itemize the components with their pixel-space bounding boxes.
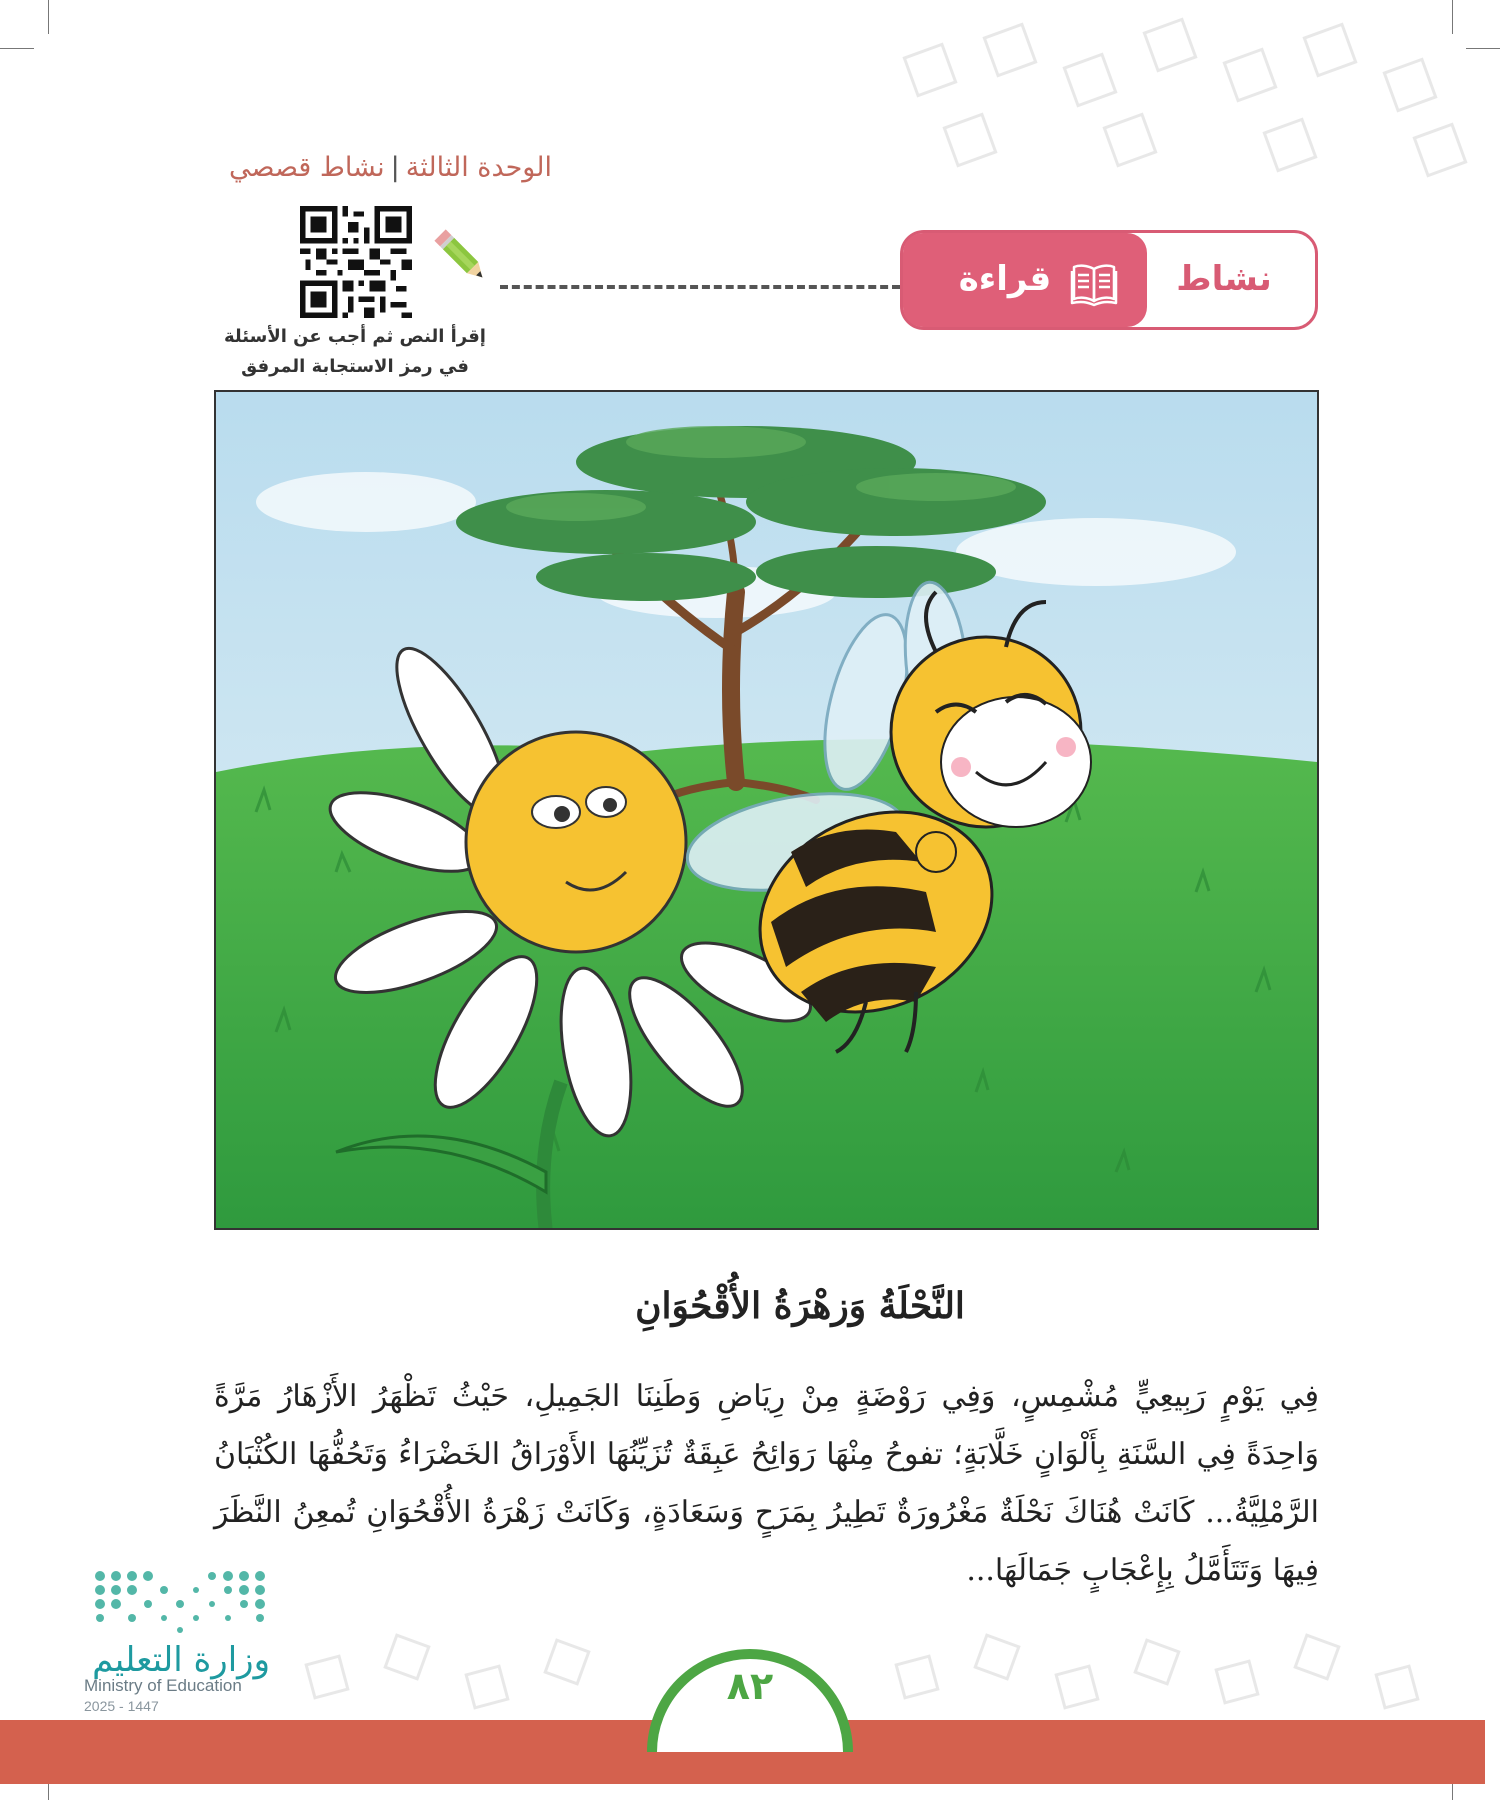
background-pattern [300,1600,1480,1720]
bee-and-daisy-scene [216,392,1317,1228]
unit-header [200,152,552,183]
dashed-connector [500,285,900,289]
qr-code[interactable] [300,206,412,318]
page-number: ٨٢ [726,1664,774,1708]
unit-title: الوحدة الثالثة [405,152,552,183]
book-icon [1069,257,1119,307]
story-title: النَّحْلَةُ وَزهْرَةُ الأُقْحُوَانِ [635,1285,965,1327]
qr-instruction-line2: في رمز الاستجابة المرفق [241,356,469,377]
header-separator: | [390,152,400,183]
edition-year: 2025 - 1447 [84,1698,159,1714]
crop-mark [48,0,49,34]
ministry-name-ar: وزارة التعليم [92,1640,270,1680]
pencil-icon [432,224,492,290]
qr-instruction-line1: إقرأ النص ثم أجب عن الأسئلة [224,326,486,347]
background-pattern [880,10,1480,190]
reading-tag [903,233,1147,327]
activity-word: نشاط [1176,259,1272,299]
reading-label: قراءة [958,259,1052,299]
activity-label [900,230,1318,330]
story-paragraph: فِي يَوْمٍ رَبِيعِيٍّ مُشْمِسٍ، وَفِي رَوْضَةٍ مِنْ رِيَاضِ وَطَنِنَا الجَمِيلِ، حَيْثُ تَظْهَرُ الأَزْهَارُ مَرَّةً وَاحِدَةً فِي السَّنَةِ بِأَلْوَانٍ خَلَّابَةٍ؛ تفوحُ مِنْهَا رَوَائِحُ عَبِقَةٌ تُزَيِّنُهَا الأَوْرَاقُ الخَضْرَاءُ وَتَحُفُّهَا الكُثْبَانُ الرَّمْلِيَّةُ... كَانَتْ هُنَاكَ نَحْلَةٌ مَغْرُورَةٌ تَطِيرُ بِمَرَحٍ وَسَعَادَةٍ، وَكَانَتْ زَهْرَةُ الأُقْحُوَانِ تُمعِنُ النَّظَرَ فِيهَا وَتَتَأَمَّلُ بِإِعْجَابٍ جَمَالَهَا... [214,1379,1319,1588]
qr-instruction [210,322,500,382]
ministry-name-en: Ministry of Education [84,1676,242,1695]
crop-mark [0,48,34,49]
story-illustration [214,390,1319,1230]
activity-type: نشاط قصصي [229,152,385,183]
